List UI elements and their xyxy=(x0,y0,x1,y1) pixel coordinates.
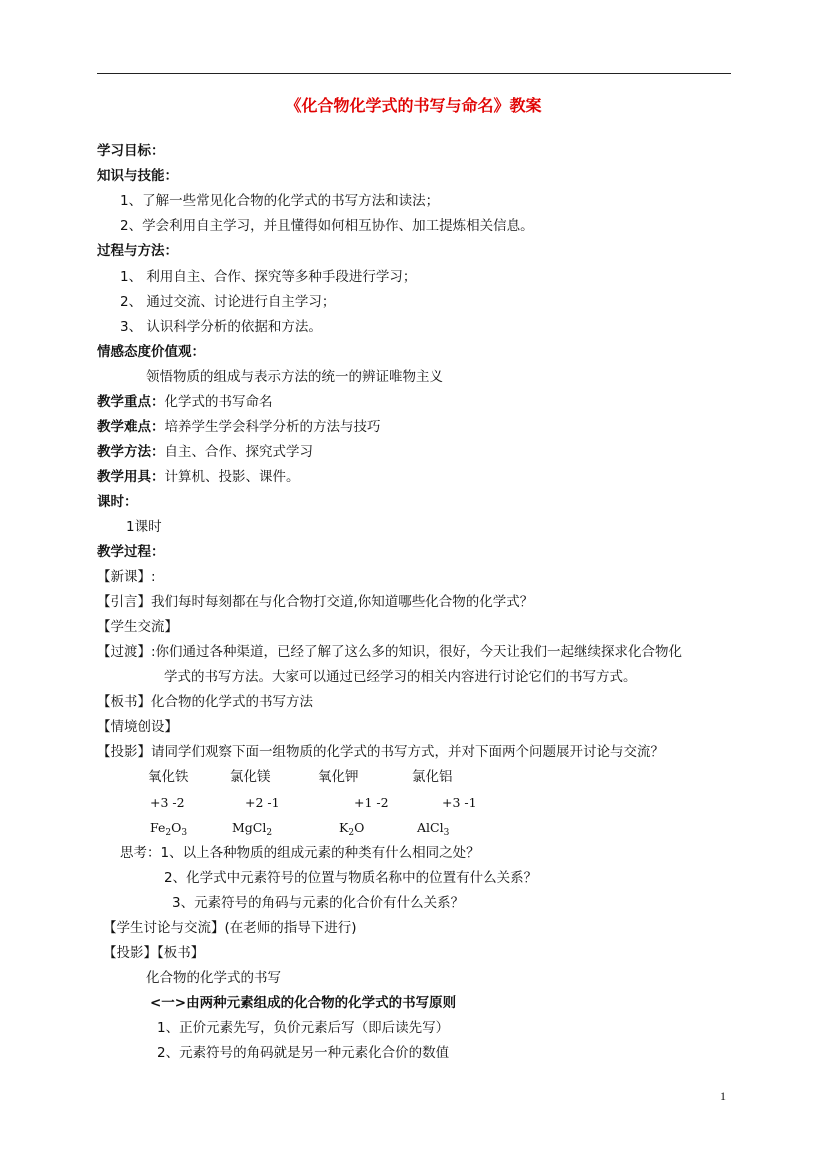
key-text: 化学式的书写命名 xyxy=(164,394,273,410)
projection: 【投影】请同学们观察下面一组物质的化学式的书写方式，并对下面两个问题展开讨论与交流？ xyxy=(97,744,664,760)
projection-board: 【投影】【板书】 xyxy=(103,945,205,961)
page-number: 1 xyxy=(720,1089,726,1103)
tools-text: 计算机、投影、课件。 xyxy=(164,469,300,485)
compound-name: 氯化铝 xyxy=(412,769,453,785)
compound-valence: +3 -2 xyxy=(150,795,185,810)
process-heading: 过程与方法： xyxy=(97,243,178,259)
emotion-text: 领悟物质的组成与表示方法的统一的辨证唯物主义 xyxy=(146,369,443,385)
method-text: 自主、合作、探究式学习 xyxy=(164,444,313,460)
compound-formula: MgCl$_2$ xyxy=(232,820,273,838)
principle-1: 1、正价元素先写，负价元素后写（即后读先写） xyxy=(157,1020,450,1036)
think-question-1: 思考：1、以上各种物质的组成元素的种类有什么相同之处？ xyxy=(120,845,480,861)
process-item: 2、 通过交流、讨论进行自主学习； xyxy=(120,294,336,310)
compound-valence: +2 -1 xyxy=(245,795,280,810)
compound-name: 氧化铁 xyxy=(148,769,189,785)
knowledge-item: 1、了解一些常见化合物的化学式的书写方法和读法； xyxy=(120,193,440,209)
new-lesson: 【新课】: xyxy=(97,569,156,585)
goals-heading: 学习目标： xyxy=(97,143,165,159)
method-label: 教学方法： xyxy=(97,444,165,460)
hours-text: 1课时 xyxy=(126,519,162,535)
compound-formula: $K_2O$ xyxy=(339,820,365,838)
writing-title: 化合物的化学式的书写 xyxy=(146,970,281,986)
hours-label: 课时： xyxy=(97,494,138,510)
compound-formula: AlCl$_3$ xyxy=(417,820,450,838)
transition-line-1: 【过渡】:你们通过各种渠道，已经了解了这么多的知识，很好，今天让我们一起继续探求化合物化 xyxy=(97,644,683,660)
difficulty-line xyxy=(97,418,381,436)
student-exchange: 【学生交流】 xyxy=(97,619,178,635)
compound-valence: +3 -1 xyxy=(442,795,477,810)
method-line xyxy=(97,443,313,461)
knowledge-item: 2、学会利用自主学习，并且懂得如何相互协作、加工提炼相关信息。 xyxy=(120,218,534,234)
difficulty-label: 教学难点： xyxy=(97,419,165,435)
transition-line-2: 学式的书写方法。大家可以通过已经学习的相关内容进行讨论它们的书写方式。 xyxy=(164,669,637,685)
tools-line xyxy=(97,468,300,486)
teaching-process-label: 教学过程： xyxy=(97,544,165,560)
think-question-2: 2、化学式中元素符号的位置与物质名称中的位置有什么关系？ xyxy=(164,870,538,886)
process-item: 1、 利用自主、合作、探究等多种手段进行学习； xyxy=(120,269,417,285)
header-rule xyxy=(97,73,731,74)
emotion-heading: 情感态度价值观： xyxy=(97,344,205,360)
compound-name: 氧化钾 xyxy=(318,769,359,785)
difficulty-text: 培养学生学会科学分析的方法与技巧 xyxy=(164,419,381,435)
principle-heading: <一>由两种元素组成的化合物的化学式的书写原则 xyxy=(150,995,457,1011)
principle-2: 2、元素符号的角码就是另一种元素化合价的数值 xyxy=(157,1045,450,1061)
think-question-3: 3、元素符号的角码与元素的化合价有什么关系？ xyxy=(172,895,465,911)
key-point-line xyxy=(97,393,273,411)
key-label: 教学重点： xyxy=(97,394,165,410)
compound-formula: $Fe_2O_3$ xyxy=(150,820,188,838)
board-note: 【板书】化合物的化学式的书写方法 xyxy=(97,694,313,710)
document-title: 《化合物化学式的书写与命名》教案 xyxy=(285,96,542,115)
process-item: 3、 认识科学分析的依据和方法。 xyxy=(120,319,322,335)
scenario: 【情境创设】 xyxy=(97,719,178,735)
knowledge-heading: 知识与技能： xyxy=(97,168,178,184)
compound-valence: +1 -2 xyxy=(354,795,389,810)
discussion: 【学生讨论与交流】(在老师的指导下进行) xyxy=(103,920,357,936)
tools-label: 教学用具： xyxy=(97,469,165,485)
intro: 【引言】我们每时每刻都在与化合物打交道,你知道哪些化合物的化学式？ xyxy=(97,594,534,610)
compound-name: 氯化镁 xyxy=(230,769,271,785)
